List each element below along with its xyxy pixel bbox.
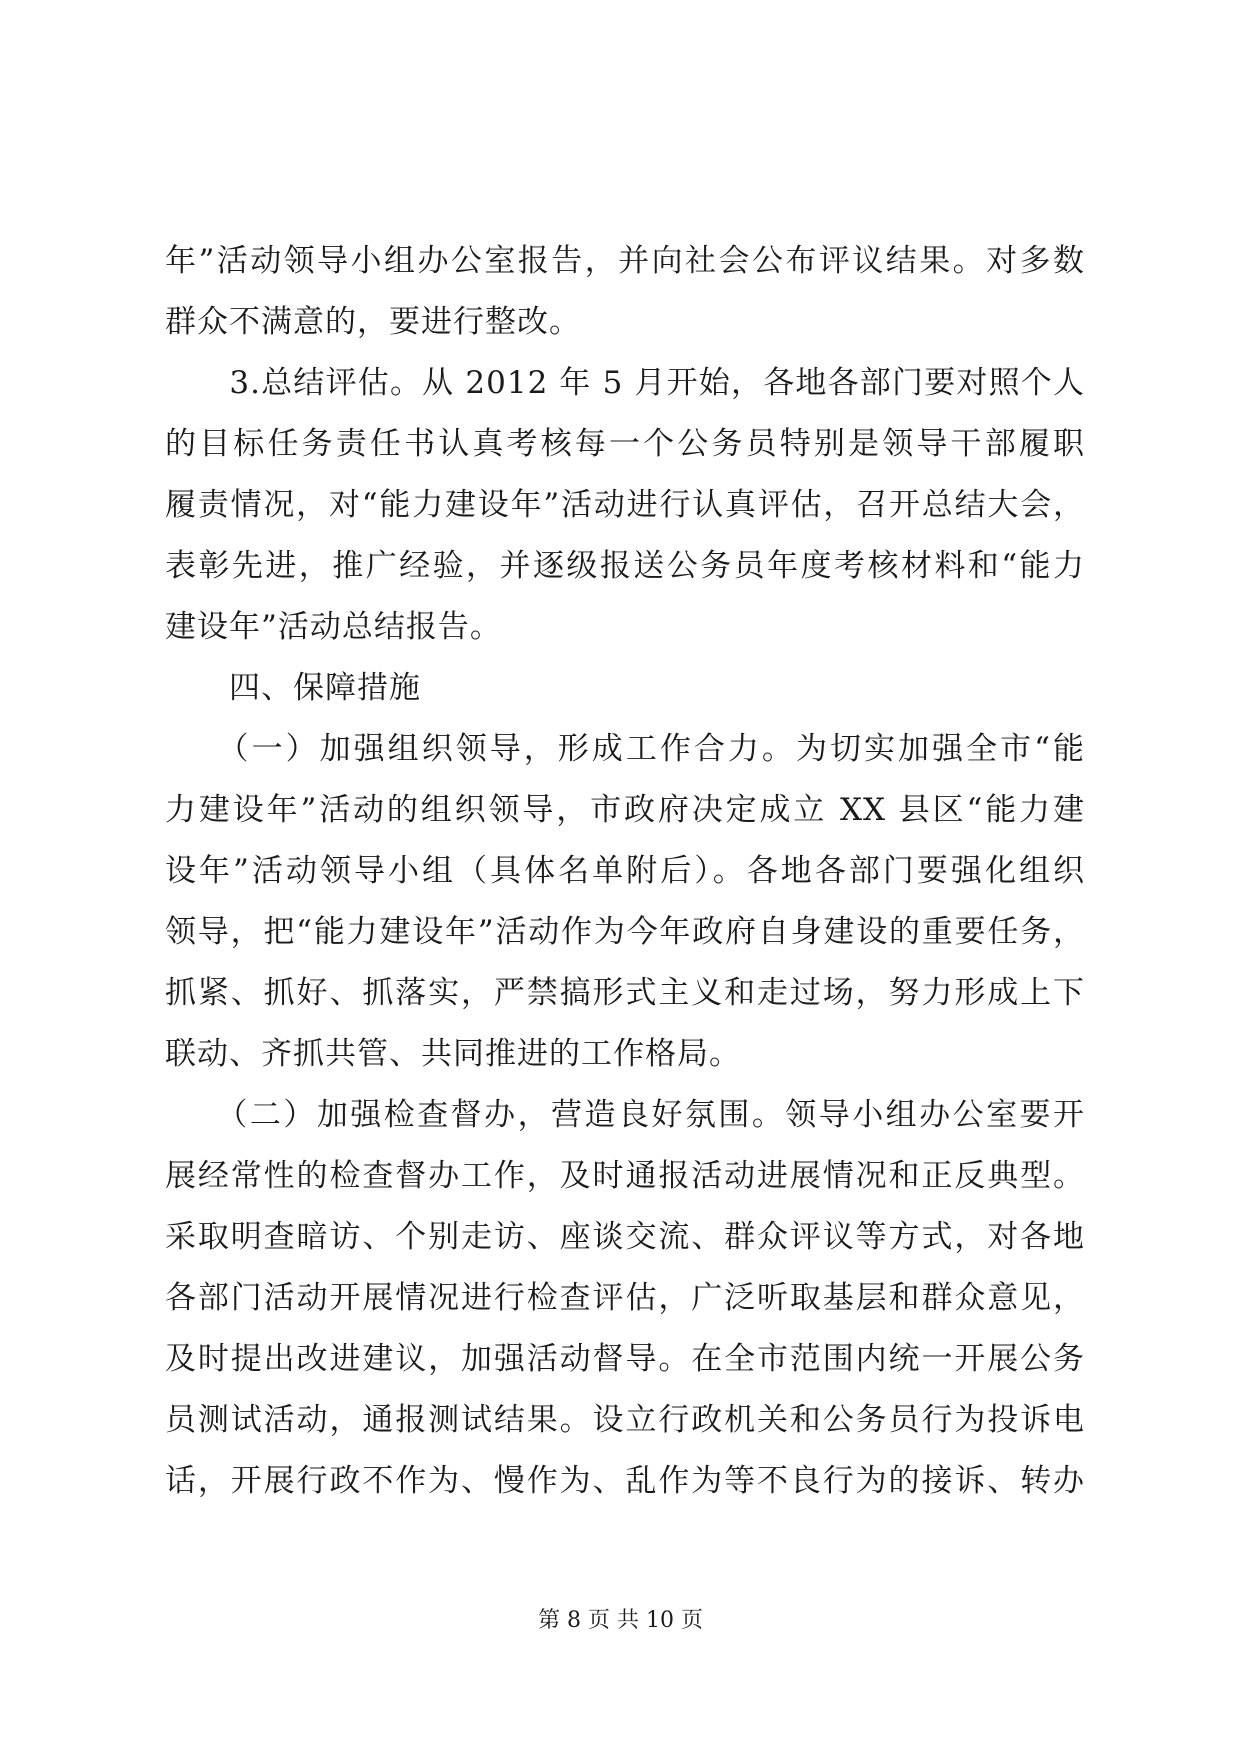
text-line: 联动、齐抓共管、共同推进的工作格局。: [165, 1036, 741, 1072]
section-heading: 四、保障措施: [165, 670, 421, 706]
text-line: （一）加强组织领导，形成工作合力。为切实加强全市“能: [165, 731, 1085, 767]
text-line: 领导，把“能力建设年”活动作为今年政府自身建设的重要任务，: [165, 914, 1085, 950]
text-line: 采取明查暗访、个别走访、座谈交流、群众评议等方式，对各地: [165, 1219, 1085, 1255]
text-line: 群众不满意的，要进行整改。: [165, 304, 581, 340]
text-line: 展经常性的检查督办工作，及时通报活动进展情况和正反典型。: [165, 1158, 1085, 1194]
text-line: 员测试活动，通报测试结果。设立行政机关和公务员行为投诉电: [165, 1402, 1085, 1438]
text-line: 的目标任务责任书认真考核每一个公务员特别是领导干部履职: [165, 426, 1085, 462]
text-line: 年”活动领导小组办公室报告，并向社会公布评议结果。对多数: [165, 243, 1085, 279]
text-line: 抓紧、抓好、抓落实，严禁搞形式主义和走过场，努力形成上下: [165, 975, 1085, 1011]
text-line: 各部门活动开展情况进行检查评估，广泛听取基层和群众意见，: [165, 1280, 1085, 1316]
text-line: 表彰先进，推广经验，并逐级报送公务员年度考核材料和“能力: [165, 548, 1085, 584]
text-line: 设年”活动领导小组（具体名单附后）。各地各部门要强化组织: [165, 853, 1085, 889]
text-line: 力建设年”活动的组织领导，市政府决定成立 XX 县区“能力建: [165, 792, 1085, 828]
text-line: 及时提出改进建议，加强活动督导。在全市范围内统一开展公务: [165, 1341, 1085, 1377]
page-number-label: 第 8 页 共 10 页: [538, 1608, 703, 1633]
text-line: 建设年”活动总结报告。: [165, 609, 502, 645]
text-line: 3.总结评估。从 2012 年 5 月开始，各地各部门要对照个人: [165, 365, 1085, 401]
text-line: 话，开展行政不作为、慢作为、乱作为等不良行为的接诉、转办: [165, 1463, 1085, 1499]
page-footer: [0, 1606, 1241, 1636]
text-line: （二）加强检查督办，营造良好氛围。领导小组办公室要开: [165, 1097, 1085, 1133]
text-line: 履责情况，对“能力建设年”活动进行认真评估，召开总结大会，: [165, 487, 1085, 523]
document-body: [165, 231, 1085, 1512]
